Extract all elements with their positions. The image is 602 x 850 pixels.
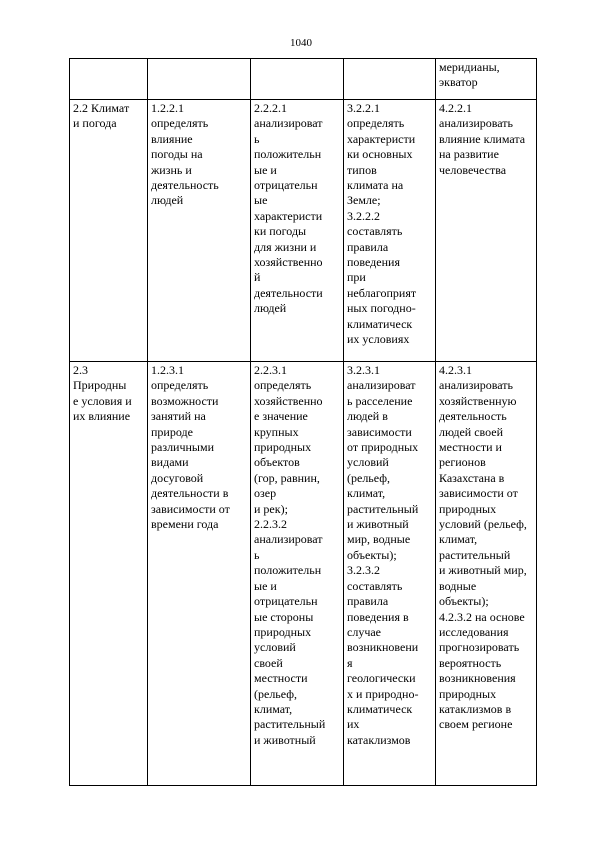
cell-line: (рельеф, xyxy=(347,470,391,485)
cell-line: правила xyxy=(347,239,389,254)
cell-line: геологически xyxy=(347,671,416,686)
cell-line: от природных xyxy=(347,440,419,455)
cell-line: различными xyxy=(151,440,215,455)
grade4-cell xyxy=(436,59,537,100)
cell-line: зависимости xyxy=(347,424,412,439)
cell-line: прогнозировать xyxy=(439,640,520,655)
grade4-cell xyxy=(436,362,537,786)
cell-line: местности и xyxy=(439,440,502,455)
cell-line: (гор, равнин, xyxy=(254,470,320,485)
topic-cell xyxy=(70,362,148,786)
cell-line: ые стороны xyxy=(254,609,314,624)
cell-line: й xyxy=(254,270,261,285)
cell-line: людей xyxy=(254,301,287,316)
cell-line: хозяйственную xyxy=(439,393,517,408)
cell-line: характеристи xyxy=(347,131,416,146)
cell-line: деятельности в xyxy=(151,486,229,501)
table-row xyxy=(70,362,537,786)
cell-line: составлять xyxy=(347,578,403,593)
table-row xyxy=(70,100,537,362)
cell-line: отрицательн xyxy=(254,594,318,609)
cell-line: 2.2.3.2 xyxy=(254,517,287,532)
cell-line: характеристи xyxy=(254,208,323,223)
cell-line: поведения xyxy=(347,255,400,270)
cell-line: правила xyxy=(347,594,389,609)
cell-line: водные xyxy=(439,578,477,593)
cell-line: и погода xyxy=(73,116,117,131)
cell-line: хозяйственно xyxy=(254,393,323,408)
cell-line: (рельеф, xyxy=(254,686,298,701)
grade2-cell xyxy=(251,362,344,786)
cell-line: 2.2 Климат xyxy=(73,101,130,115)
grade3-cell xyxy=(344,59,436,100)
cell-line: 2.3 xyxy=(73,363,88,377)
cell-line: анализироват xyxy=(254,532,323,547)
cell-line: я xyxy=(347,655,353,670)
cell-line: хозяйственно xyxy=(254,255,323,270)
cell-line: 4.2.2.1 xyxy=(439,101,472,115)
cell-line: 3.2.3.1 xyxy=(347,363,380,377)
cell-line: меридианы, xyxy=(439,60,500,74)
cell-line: е значение xyxy=(254,409,308,424)
cell-line: растительный xyxy=(439,547,511,562)
cell-line: занятий на xyxy=(151,409,206,424)
cell-line: объектов xyxy=(254,455,300,470)
grade1-cell xyxy=(148,362,251,786)
cell-line: ь xyxy=(254,547,260,562)
cell-line: экватор xyxy=(439,75,478,90)
cell-line: и животный xyxy=(254,732,316,747)
cell-line: ки основных xyxy=(347,147,413,162)
cell-line: ки погоды xyxy=(254,224,307,239)
cell-line: 4.2.3.1 xyxy=(439,363,472,377)
cell-line: типов xyxy=(347,162,377,177)
cell-line: регионов xyxy=(439,455,486,470)
cell-line: возможности xyxy=(151,393,219,408)
cell-line: определять xyxy=(254,378,312,393)
cell-line: людей своей xyxy=(439,424,504,439)
cell-line: видами xyxy=(151,455,189,470)
cell-line: для жизни и xyxy=(254,239,317,254)
cell-line: при xyxy=(347,270,366,285)
cell-line: 3.2.3.2 xyxy=(347,563,380,578)
cell-line: исследования xyxy=(439,624,509,639)
topic-cell xyxy=(70,59,148,100)
cell-line: 1.2.2.1 xyxy=(151,101,184,115)
cell-line: природных xyxy=(439,501,497,516)
cell-line: их влияние xyxy=(73,409,131,424)
cell-line: влияние климата xyxy=(439,131,526,146)
cell-line: условий xyxy=(347,455,389,470)
grade4-cell xyxy=(436,100,537,362)
cell-line: х и природно- xyxy=(347,686,419,701)
cell-line: жизнь и xyxy=(151,162,192,177)
cell-line: зависимости от xyxy=(439,486,518,501)
cell-line: определять xyxy=(151,116,209,131)
cell-line: анализироват xyxy=(254,116,323,131)
cell-line: погоды на xyxy=(151,147,203,162)
cell-line: 4.2.3.2 на основе xyxy=(439,609,525,624)
cell-line: вероятность xyxy=(439,655,502,670)
cell-line: досуговой xyxy=(151,470,204,485)
cell-line: 3.2.2.2 xyxy=(347,208,380,223)
cell-line: климатическ xyxy=(347,316,413,331)
cell-line: определять xyxy=(347,116,405,131)
cell-line: своем регионе xyxy=(439,717,513,732)
cell-line: составлять xyxy=(347,224,403,239)
grade1-cell xyxy=(148,59,251,100)
cell-line: 1.2.3.1 xyxy=(151,363,184,377)
cell-line: зависимости от xyxy=(151,501,230,516)
grade2-cell xyxy=(251,100,344,362)
cell-line: климата на xyxy=(347,178,404,193)
cell-line: влияние xyxy=(151,131,193,146)
grade3-cell xyxy=(344,100,436,362)
cell-line: случае xyxy=(347,624,382,639)
cell-line: 3.2.2.1 xyxy=(347,101,380,115)
cell-line: природных xyxy=(254,440,312,455)
cell-line: анализировать xyxy=(439,378,513,393)
cell-line: крупных xyxy=(254,424,299,439)
cell-line: поведения в xyxy=(347,609,409,624)
cell-line: мир, водные xyxy=(347,532,411,547)
cell-line: 2.2.2.1 xyxy=(254,101,287,115)
cell-line: катаклизмов xyxy=(347,732,411,747)
cell-line: климат, xyxy=(347,486,386,501)
cell-line: 2.2.3.1 xyxy=(254,363,287,377)
cell-line: отрицательн xyxy=(254,178,318,193)
cell-line: людей xyxy=(151,193,184,208)
cell-line: климатическ xyxy=(347,701,413,716)
cell-line: людей в xyxy=(347,409,388,424)
topic-cell xyxy=(70,100,148,362)
cell-line: своей xyxy=(254,655,283,670)
grade1-cell xyxy=(148,100,251,362)
curriculum-table xyxy=(69,58,537,786)
cell-line: ных погодно- xyxy=(347,301,416,316)
cell-line: и рек); xyxy=(254,501,288,516)
cell-line: объекты); xyxy=(347,547,397,562)
cell-line: условий xyxy=(254,640,296,655)
cell-line: климат, xyxy=(439,532,478,547)
cell-line: катаклизмов в xyxy=(439,701,512,716)
cell-line: анализировать xyxy=(439,116,513,131)
cell-line: ь расселение xyxy=(347,393,413,408)
cell-line: их xyxy=(347,717,360,732)
table-body xyxy=(70,59,537,786)
cell-line: местности xyxy=(254,671,308,686)
page-number: 1040 xyxy=(290,37,312,49)
cell-line: объекты); xyxy=(439,594,489,609)
cell-line: озер xyxy=(254,486,277,501)
cell-line: климат, xyxy=(254,701,293,716)
cell-line: времени года xyxy=(151,517,219,532)
cell-line: природных xyxy=(254,624,312,639)
cell-line: Земле; xyxy=(347,193,381,208)
grade2-cell xyxy=(251,59,344,100)
table-row xyxy=(70,59,537,100)
cell-line: ые xyxy=(254,193,268,208)
cell-line: е условия и xyxy=(73,393,132,408)
cell-line: и животный xyxy=(347,517,409,532)
cell-line: деятельность xyxy=(439,409,507,424)
cell-line: их условиях xyxy=(347,332,410,347)
cell-line: природе xyxy=(151,424,193,439)
cell-line: положительн xyxy=(254,147,322,162)
cell-line: деятельности xyxy=(254,285,323,300)
cell-line: и животный мир, xyxy=(439,563,527,578)
cell-line: человечества xyxy=(439,162,507,177)
cell-line: анализироват xyxy=(347,378,416,393)
cell-line: растительный xyxy=(254,717,326,732)
cell-line: Природны xyxy=(73,378,127,393)
cell-line: ые и xyxy=(254,578,277,593)
cell-line: неблагоприят xyxy=(347,285,417,300)
cell-line: деятельность xyxy=(151,178,219,193)
cell-line: природных xyxy=(439,686,497,701)
cell-line: на развитие xyxy=(439,147,499,162)
cell-line: возникновения xyxy=(439,671,516,686)
cell-line: Казахстана в xyxy=(439,470,505,485)
grade3-cell xyxy=(344,362,436,786)
cell-line: условий (рельеф, xyxy=(439,517,527,532)
cell-line: возникновени xyxy=(347,640,419,655)
cell-line: растительный xyxy=(347,501,419,516)
cell-line: ь xyxy=(254,131,260,146)
cell-line: положительн xyxy=(254,563,322,578)
cell-line: ые и xyxy=(254,162,277,177)
cell-line: определять xyxy=(151,378,209,393)
